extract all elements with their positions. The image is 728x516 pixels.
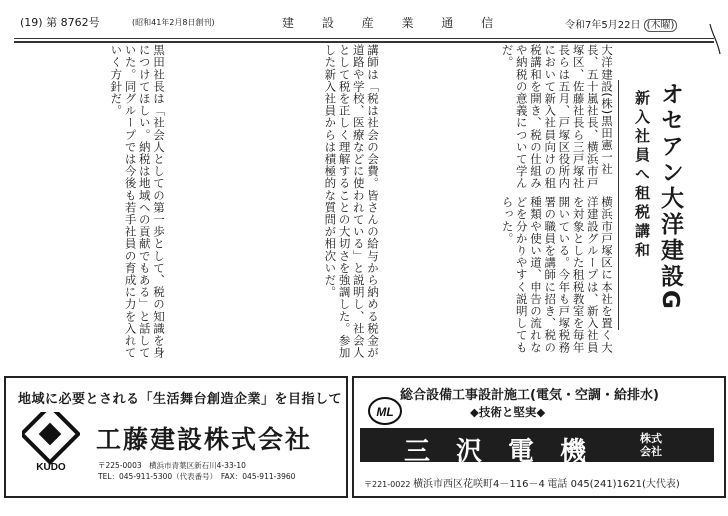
founded-note: (昭和41年2月8日創刊) xyxy=(132,18,215,27)
sanwa-contact xyxy=(364,475,680,490)
headline-divider xyxy=(618,80,620,330)
kudo-logo-text: KUDO xyxy=(36,462,66,472)
page-header xyxy=(20,8,720,38)
article-body xyxy=(16,44,614,364)
header-rule xyxy=(14,38,714,39)
article-column-middle: 講師は「税は社会の会費。皆さんの給与から納める税金が道路や学校、医療などに使われている」と説明し、社会人として税を正しく理解することの大切さを強調した。参加した新入社員からは積極的な質問が相次いだ。 xyxy=(323,44,380,359)
sanwa-company-suffix: 株式会社 xyxy=(640,432,662,458)
pen-mark-icon xyxy=(704,20,724,60)
sanwa-company-name: 三沢電機 xyxy=(404,437,613,467)
article-column-right-lower: 横浜市戸塚区に本社を置く大洋建設グループは、新入社員を対象とした租税教室を毎年開いている。今年も戸塚税務署の職員を講師に招き、税の種類や使い道、申告の流れなどを分かりやすく説明してもらった。 xyxy=(500,196,614,354)
kudo-logo-icon xyxy=(22,412,80,472)
kudo-tagline: 地域に必要とされる「生活舞台創造企業」を目指して xyxy=(18,392,343,407)
issue-weekday: (木曜) xyxy=(644,19,678,32)
article-subtitle: 新入社員へ租税講和 xyxy=(633,90,651,261)
sanwa-postal-code: 〒221-0022 xyxy=(364,480,411,489)
kudo-phone-fax: TEL：045-911-5300（代表番号） FAX：045-911-3960 xyxy=(98,472,296,481)
article-title: オセアン大洋建設G xyxy=(657,82,683,312)
kudo-advertisement xyxy=(4,376,348,498)
kudo-address: 〒225-0003 横浜市青葉区新石川4-33-10 xyxy=(98,461,246,470)
article-column-left: 黒田社長は「社会人としての第一歩として、税の知識を身につけてほしい。納税は地域への貢献でもある」と話していた。同グループでは今後も若手社員の育成に力を入れていく方針だ。 xyxy=(109,44,166,359)
sanwa-address: 横浜市西区花咲町4－116－4 xyxy=(413,479,545,490)
article-headline xyxy=(628,82,684,312)
sanwa-logo-icon xyxy=(368,396,402,426)
sanwa-headline: 総合設備工事設計施工(電気・空調・給排水) xyxy=(400,388,659,403)
sanwa-logo-text: ML xyxy=(376,405,394,419)
issue-date xyxy=(565,16,677,31)
sanwa-slogan-text: 技術と堅実 xyxy=(478,405,537,419)
sanwa-phone: 電話 045(241)1621(大代表) xyxy=(547,479,680,490)
paper-name: 建 設 産 業 通 信 xyxy=(282,16,506,30)
sanwa-advertisement xyxy=(352,376,726,498)
kudo-company-name: 工藤建設株式会社 xyxy=(96,425,313,454)
header-rule-thick xyxy=(14,41,714,43)
sanwa-slogan: ◆技術と堅実◆ xyxy=(470,405,546,419)
sanwa-name-band xyxy=(360,428,714,467)
issue-date-text: 令和7年5月22日 xyxy=(565,20,641,31)
issue-number: (19) 第 8762号 xyxy=(20,16,100,29)
kudo-contact xyxy=(98,460,295,482)
article-column-right: 大洋建設(株)黒田憲一社長、五十嵐社長、横浜市戸塚区、佐藤社長ら三戸塚社長らは五月、戸塚区役所内において新入社員向けの租税講和を開き、税の仕組みや納税の意義について学んだ。 xyxy=(500,44,614,190)
